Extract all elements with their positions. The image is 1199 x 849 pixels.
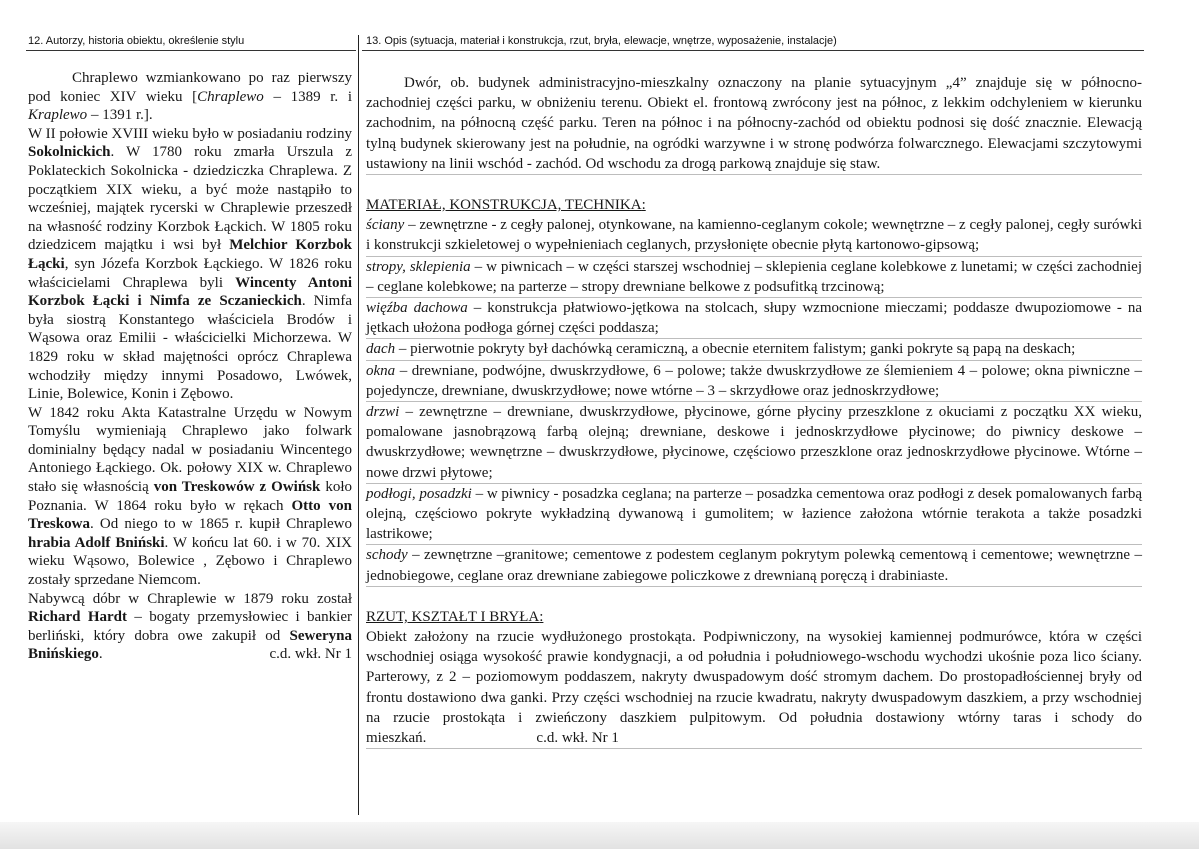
history-paragraph-4: Nabywcą dóbr w Chraplewie w 1879 roku został Richard Hardt – bogaty przemysłowiec i bankier berliński, który dobra owe zakupił od Seweryna Bnińskiego. c.d. wkł. Nr 1: [28, 590, 352, 663]
plan-paragraph: Obiekt założony na rzucie wydłużonego prostokąta. Podpiwniczony, na wysokiej kamiennej podmurówce, która w części wschodniej osiąga wysokość prawie kondygnacji, a od południa i południowego-wschodu wychodzi ukośnie poza lico ściany. Parterowy, z 2 – poziomowym poddaszem, nakryty dwuspadowym dość stromym dachem. Do prostopadłościennej bryły od frontu dostawiono dwa ganki. Przy części wschodniej na rzucie kwadratu, nakryty dwuspadowym daszkiem, a przy wschodniej na rzucie prostokąta i zwieńczony daszkiem pulpitowym. Od południa dostawiony wtórny taras i schody do mieszkań. c.d. wkł. Nr 1: [366, 627, 1142, 749]
materials-section-title: MATERIAŁ, KONSTRUKCJA, TECHNIKA:: [366, 197, 646, 214]
scan-bottom-edge: [0, 822, 1199, 849]
column-divider: [358, 35, 359, 815]
header-underline-left: [26, 50, 356, 51]
continuation-note-right: c.d. wkł. Nr 1: [536, 730, 619, 747]
description-column: [366, 73, 1142, 749]
plan-section-title: RZUT, KSZTAŁT I BRYŁA:: [366, 608, 544, 625]
material-item-windows: okna – drewniane, podwójne, dwuskrzydłowe, 6 – polowe; także dwuskrzydłowe ze ślemieniem 4 – polowe; okna piwniczne – pojedyncze, drewniane, dwuskrzydłowe; nowe wtórne – 3 – skrzydłowe oraz jednoskrzydłowe;: [366, 361, 1142, 402]
history-paragraph-3: W 1842 roku Akta Katastralne Urzędu w Nowym Tomyślu wymieniają Chraplewo jako folwark dominialny będący nadal w posiadaniu Wincentego Antoniego Łąckiego. Ok. połowy XIX w. Chraplewo stało się własnością von Treskowów z Owińsk koło Poznania. W 1864 roku było w rękach Otto von Treskowa. Od niego to w 1865 r. kupił Chraplewo hrabia Adolf Bniński. W końcu lat 60. i w 70. XIX wieku Wąsowo, Bolewice , Zębowo i Chraplewo zostały sprzedane Niemcom.: [28, 404, 353, 589]
material-item-roof: dach – pierwotnie pokryty był dachówką ceramiczną, a obecnie eternitem falistym; ganki pokryte są papą na deskach;: [366, 339, 1142, 360]
header-underline-right: [362, 50, 1144, 51]
history-paragraph-1: Chraplewo wzmiankowano po raz pierwszy pod koniec XIV wieku [Chraplewo – 1389 r. i Kraplewo – 1391 r.].: [28, 70, 352, 124]
material-item-ceilings: stropy, sklepienia – w piwnicach – w części starszej wschodniej – sklepienia ceglane kolebkowe z lunetami; w części zachodniej – ceglane kolebkowe; na parterze – stropy drewniane belkowe z podsufitką trzcinową;: [366, 257, 1142, 298]
material-item-roof-truss: więźba dachowa – konstrukcja płatwiowo-jętkowa na stolcach, słupy wzmocnione mieczami; poddasze dwupoziomowe - na jętkach ułożona podłoga górnej części poddasza;: [366, 298, 1142, 339]
material-item-walls: ściany – zewnętrzne - z cegły palonej, otynkowane, na kamienno-ceglanym cokole; wewnętrzne – z cegły palonej, cegły surówki i konstrukcji szkieletowej o wypełnieniach ceglanych, przysłonięte obecnie płytą kartonowo-gipsową;: [366, 215, 1142, 256]
material-item-doors: drzwi – zewnętrzne – drewniane, dwuskrzydłowe, płycinowe, górne płyciny przeszklone z okuciami z początku XX wieku, pomalowane jasnobrązową farbą olejną; drewniane, deskowe i jednoskrzydłowe płycinowe; do piwnicy deskowe – dwuskrzydłowe; wewnętrzne – dwuskrzydłowe, płycinowe, częściowo przeszklone oraz jednoskrzydłowe płycinowe. Wtórne – nowe drzwi płytowe;: [366, 402, 1142, 484]
section-12-header: 12. Autorzy, historia obiektu, określenie stylu: [28, 35, 245, 47]
material-item-stairs: schody – zewnętrzne –granitowe; cementowe z podestem ceglanym pokrytym polewką cementową i cementowe; wewnętrzne – jednobiegowe, ceglane oraz drewniane zabiegowe policzkowe z drewnianą poręczą i drabiniaste.: [366, 545, 1142, 586]
material-item-floors: podłogi, posadzki – w piwnicy - posadzka ceglana; na parterze – posadzka cementowa oraz podłogi z desek pomalowanych farbą olejną, częściowo pokryte wykładziną dywanową i gumolitem; w łazience założona wtórnie terakota a także posadzki lastrikowe;: [366, 484, 1142, 546]
history-column: [28, 69, 352, 664]
section-13-header: 13. Opis (sytuacja, materiał i konstrukcja, rzut, bryła, elewacje, wnętrze, wyposażenie, instalacje): [366, 35, 837, 47]
history-paragraph-2: W II połowie XVIII wieku było w posiadaniu rodziny Sokolnickich. W 1780 roku zmarła Urszula z Poklateckich Sokolnicka - dziedziczka Chraplewa. Z początkiem XIX wieku, a być może nastąpiło to wcześniej, majątek rycerski w Chraplewie przeszedł na własność rodziny Korzbok Łąckich. W 1805 roku dziedzicem majątku i wsi był Melchior Korzbok Łącki, syn Józefa Korzbok Łąckiego. W 1826 roku właścicielami Chraplewa byli Wincenty Antoni Korzbok Łącki i Nimfa ze Sczanieckich. Nimfa była siostrą Konstantego właściciela Brodów i Wąsowa oraz Emilii - właścicielki Michorzewa. W 1829 roku w skład majętności oprócz Chraplewa wchodziły między innymi Posadowo, Lwówek, Linie, Bolewice, Konin i Zębowo.: [28, 125, 352, 403]
continuation-note-left: c.d. wkł. Nr 1: [269, 646, 352, 663]
location-paragraph: Dwór, ob. budynek administracyjno-mieszkalny oznaczony na planie sytuacyjnym „4” znajduje się w północno-zachodniej części parku, w obniżeniu terenu. Obiekt el. frontową zwrócony jest na północ, z lekkim odchyleniem w kierunku zachodnim, na północną część parku. Teren na północ i na północny-zachód od obiektu podnosi się dość znacznie. Elewacją tylną budynek skierowany jest na południe, na ogródki warzywne i w stronę podwórza folwarcznego. Elewacjami szczytowymi ustawiony na linii wschód - zachód. Od wschodu za drogą parkową znajduje się staw.: [366, 73, 1142, 175]
